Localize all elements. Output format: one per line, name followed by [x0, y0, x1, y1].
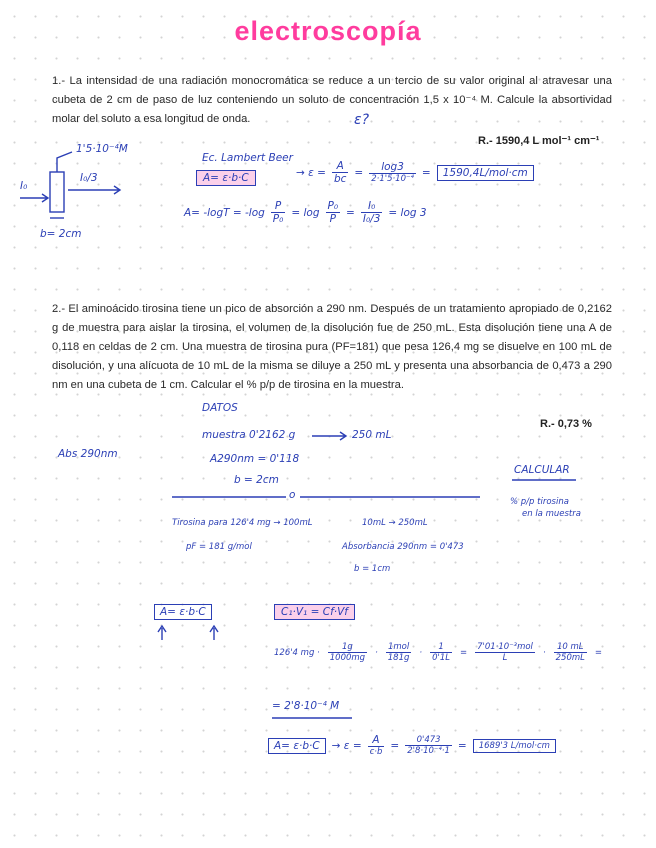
equals-3: = — [346, 206, 355, 219]
a290-label: A290nm = 0'118 — [210, 453, 300, 465]
calcular-label: CALCULAR — [514, 464, 570, 476]
i-den: I₀/3 — [362, 213, 381, 225]
ec-label: Ec. Lambert Beer — [202, 152, 293, 164]
final-frac-2 — [405, 735, 452, 756]
tirosina-dilution: 10mL → 250mL — [362, 518, 428, 528]
dot-3: · — [542, 647, 546, 658]
abs-label: Abs 290nm — [58, 448, 118, 460]
p-den: P₀ — [272, 213, 284, 225]
frac2-num: log3 — [369, 161, 416, 174]
muestra-label: muestra 0'2162 g — [202, 429, 296, 441]
boxed-formula: A= ε·b·C — [196, 170, 256, 186]
epsilon-calc — [296, 160, 534, 185]
conv-frac-1 — [328, 642, 367, 663]
dilution-box: C₁·V₁ = Cf·Vf — [274, 604, 355, 620]
final-result: 1689'3 L/mol·cm — [473, 739, 556, 753]
pf-label: pF = 181 g/mol — [186, 542, 252, 552]
p-num: P — [271, 200, 286, 213]
p0-den: P — [329, 213, 336, 225]
calc-line2: en la muestra — [522, 509, 581, 519]
conv-frac-3 — [430, 642, 452, 663]
i-num: I₀ — [361, 200, 383, 213]
i0-third-arrow — [68, 186, 120, 194]
result-1: 1590,4L/mol·cm — [437, 165, 534, 181]
f5-den: 250mL — [555, 653, 585, 663]
i0-arrow — [20, 194, 48, 202]
g1-den: c·b — [369, 747, 383, 757]
equals: = — [354, 166, 364, 179]
tirosina-label: Tirosina para 126'4 mg → 100mL — [172, 518, 313, 528]
equals-6: = — [390, 739, 400, 752]
f2-num: 1mol — [386, 642, 412, 653]
question-mark: ε? — [354, 112, 369, 128]
final-frac-1 — [368, 734, 385, 757]
abs-start: A= -logT = -log — [184, 206, 265, 219]
formula-box-2: A= ε·b·C — [154, 604, 212, 620]
final-formula-box: A= ε·b·C — [268, 738, 326, 754]
f1-num: 1g — [328, 642, 367, 653]
frac2 — [369, 161, 416, 184]
f3-num: 1 — [430, 642, 452, 653]
up-arrow-2 — [210, 626, 218, 640]
diagram-b: b= 2cm — [40, 228, 82, 240]
f5-num: 10 mL — [554, 642, 587, 653]
problem2-answer: R.- 0,73 % — [540, 418, 592, 430]
b2-label: b = 2cm — [234, 474, 279, 486]
conc-pointer — [57, 152, 72, 172]
absorbance-derivation — [184, 200, 427, 225]
up-arrow-1 — [158, 626, 166, 640]
f1-den: 1000mg — [329, 653, 366, 663]
diagram-i0: I₀ — [20, 180, 28, 192]
g1-num: A — [368, 734, 385, 747]
conversion-chain — [274, 642, 602, 663]
diagram-i0-third: I₀/3 — [80, 172, 98, 184]
conc-result: = 2'8·10⁻⁴ M — [272, 700, 340, 712]
equals-7: = — [457, 739, 467, 752]
final-calc — [268, 734, 556, 757]
equals-2: = — [421, 166, 431, 179]
frac-p0 — [326, 200, 341, 225]
frac-i — [361, 200, 383, 225]
f3-den: 0'1L — [432, 653, 450, 663]
f4-num: 7'01·10⁻³mol — [477, 642, 533, 652]
equals-5: = — [594, 647, 603, 658]
eps-label: → ε = — [296, 166, 326, 179]
frac1 — [332, 160, 348, 185]
equals-4: = — [459, 647, 468, 658]
problem1-statement: 1.- La intensidad de una radiación monocromática se reduce a un tercio de su valor original al atravesar una cubeta de 2 cm de paso de luz conteniendo un soluto de concentración 1,5 x 10⁻⁴ M. Calcule la absortividad molar del soluto a esa longitud de onda. — [52, 75, 612, 125]
conv-frac-4 — [475, 642, 535, 663]
diagram-concentration: 1'5·10⁻⁴M — [76, 143, 128, 155]
eq-log: = log — [291, 206, 320, 219]
datos-label: DATOS — [202, 402, 238, 414]
eps2-label: → ε = — [331, 739, 362, 752]
frac2-den: 2·1'5·10⁻⁴ — [371, 174, 414, 184]
cuvette-shape — [50, 172, 64, 212]
dot-1: · — [375, 647, 378, 658]
g2-den: 2'8·10⁻⁴·1 — [407, 746, 450, 756]
muestra-arrow — [312, 432, 346, 440]
frac1-num: A — [332, 160, 348, 173]
p0-num: P₀ — [327, 200, 339, 212]
frac-p — [271, 200, 286, 225]
b1-label: b = 1cm — [354, 564, 391, 574]
f4-den: L — [502, 653, 508, 663]
separator-o: o — [289, 489, 296, 501]
problem2-statement: 2.- El aminoácido tirosina tiene un pico de absorción a 290 nm. Después de un tratamiento apropiado de 0,2162 g de muestra para aislar la tirosina, el volumen de la disolución fue de 250 mL. Esta disolución tiene una A de 0,118 en celdas de 2 cm. Una muestra de tirosina pura (PF=181) que pesa 126,4 mg se disuelve en 100 mL de disolución, y una alícuota de 10 mL de la misma se diluye a 250 mL y presenta una absorbancia de 0,473 a 290 nm en una cubeta de 1 cm. Calcular el % p/p de tirosina en la muestra. — [52, 303, 612, 391]
absorbancia-label: Absorbancia 290nm = 0'473 — [342, 542, 464, 552]
calc-start: 126'4 mg · — [274, 647, 320, 658]
f2-den: 181g — [387, 653, 410, 663]
g2-num: 0'473 — [405, 735, 452, 746]
dot-2: · — [419, 647, 423, 658]
problem1-answer: R.- 1590,4 L mol⁻¹ cm⁻¹ — [478, 135, 600, 147]
frac1-den: bc — [333, 173, 347, 185]
log3: = log 3 — [388, 206, 427, 219]
conv-frac-5 — [554, 642, 587, 663]
conv-frac-2 — [386, 642, 412, 663]
page-title: electroscopía — [234, 16, 422, 46]
muestra-vol: 250 mL — [352, 429, 392, 441]
calc-line1: % p/p tirosina — [510, 497, 569, 507]
